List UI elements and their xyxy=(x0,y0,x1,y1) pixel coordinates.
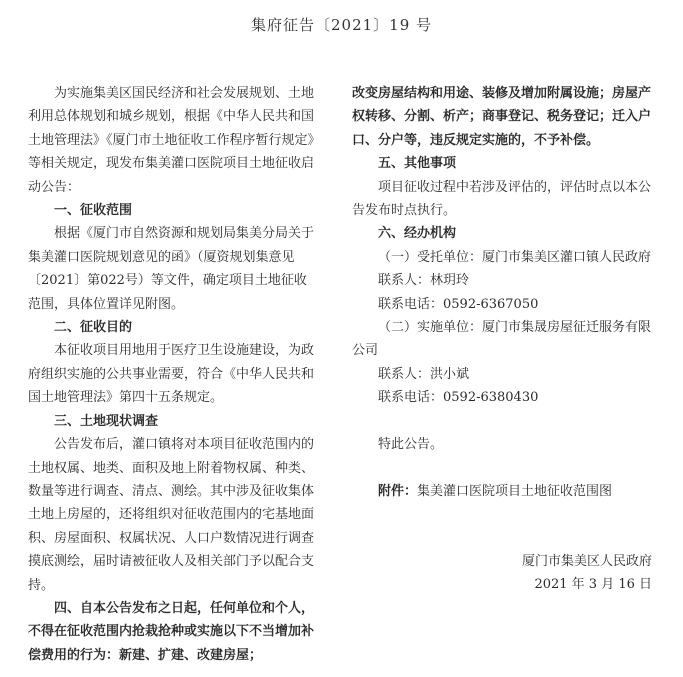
issuer-name: 厦门市集美区人民政府 xyxy=(521,554,652,570)
agency-implementing-phone: 联系电话：0592-6380430 xyxy=(378,390,539,406)
section-heading-purpose: 二、征收目的 xyxy=(54,320,133,336)
section-heading-survey: 三、土地现状调查 xyxy=(54,413,159,429)
section-heading-other: 五、其他事项 xyxy=(378,156,457,172)
attachment-line xyxy=(352,480,660,503)
agency-implementing-contact: 联系人：洪小斌 xyxy=(378,366,470,382)
section-prohibition-lead: 四、自本公告发布之日起，任何单位和个人，不得在征收范围内抢栽抢种或实施以下不当增加补偿费用的行为：新建、扩建、改建房屋； xyxy=(28,600,315,663)
intro-paragraph: 为实施集美区国民经济和社会发展规划、土地利用总体规划和城乡规划，根据《中华人民共和国土地管理法》《厦门市土地征收工作程序暂行规定》等相关规定，现发布集美灌口医院项目土地征收启动公告： xyxy=(28,86,315,195)
left-column xyxy=(28,82,318,667)
attachment-title: 集美灌口医院项目土地征收范围图 xyxy=(417,483,613,499)
agency-entrusted-phone: 联系电话：0592-6367050 xyxy=(378,296,539,312)
document-number: 集府征告〔2021〕19 号 xyxy=(250,16,433,34)
section-body-survey: 公告发布后，灌口镇将对本项目征收范围内的土地权属、地类、面积及地上附着物权属、种类、数量等进行调查、清点、测绘。其中涉及征收集体土地上房屋的，还将组织对征收范围内的宅基地面积、房屋面积、权属状况、人口户数情况进行调查摸底测绘，届时请被征收人及相关部门予以配合支持。 xyxy=(28,437,315,593)
section-prohibition-continued: 改变房屋结构和用途、装修及增加附属设施；房屋产权转移、分割、析产；商事登记、税务登记；迁入户口、分户等，违反规定实施的，不予补偿。 xyxy=(352,86,652,148)
attachment-label: 附件： xyxy=(378,483,418,499)
issue-date: 2021 年 3 月 16 日 xyxy=(534,577,652,593)
section-body-other: 项目征收过程中若涉及评估的，评估时点以本公告发布时点执行。 xyxy=(352,179,652,219)
closing-statement: 特此公告。 xyxy=(378,437,444,453)
agency-entrusted: （一）受托单位：厦门市集美区灌口镇人民政府 xyxy=(378,249,652,265)
section-heading-scope: 一、征收范围 xyxy=(54,203,133,219)
agency-implementing: （二）实施单位：厦门市集晟房屋征迁服务有限公司 xyxy=(352,320,652,359)
section-body-scope: 根据《厦门市自然资源和规划局集美分局关于集美灌口医院规划意见的函》（厦资规划集意见〔2021〕第022号）等文件，确定项目土地征收范围，具体位置详见附图。 xyxy=(28,226,315,312)
agency-entrusted-contact: 联系人：林玥玲 xyxy=(378,273,470,289)
right-column xyxy=(352,82,660,597)
section-heading-agencies: 六、经办机构 xyxy=(378,226,457,242)
section-body-purpose: 本征收项目用地用于医疗卫生设施建设，为政府组织实施的公共事业需要，符合《中华人民共和国土地管理法》第四十五条规定。 xyxy=(28,343,315,406)
